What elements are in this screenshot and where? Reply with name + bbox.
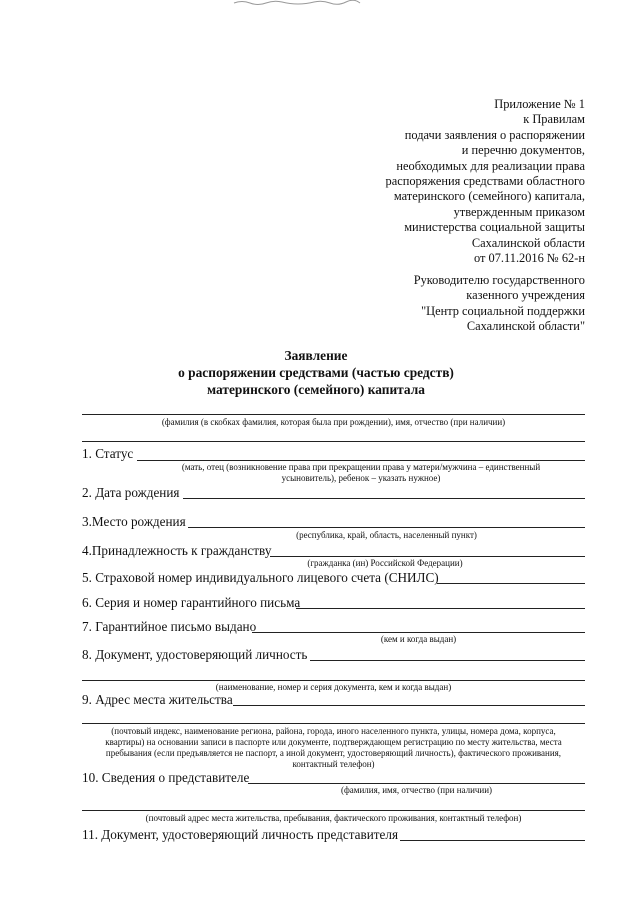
appendix-line: Приложение № 1: [494, 97, 585, 111]
addressee-line: "Центр социальной поддержки: [421, 303, 585, 318]
birth-place-caption: (республика, край, область, населенный пункт): [296, 530, 477, 540]
appendix-line: к Правилам: [523, 112, 585, 127]
fio-field[interactable]: [82, 414, 585, 415]
birth-date-field[interactable]: [183, 498, 585, 499]
id-document-continuation-field[interactable]: [82, 680, 585, 681]
document-subtitle: материнского (семейного) капитала: [207, 382, 425, 397]
status-caption: усыновитель), ребенок – указать нужное): [281, 473, 441, 483]
citizenship-label: 4.Принадлежность к гражданству: [82, 543, 272, 558]
guarantee-number-field[interactable]: [296, 608, 585, 609]
appendix-line: Сахалинской области: [471, 235, 585, 250]
guarantee-issued-field[interactable]: [252, 632, 585, 633]
address-caption: пребывания (если предъявляется не паспорт, а иной документ, удостоверяющий личность), фактического проживания,: [105, 748, 562, 758]
scan-artifact: [232, 0, 362, 6]
id-document-caption: (наименование, номер и серия документа, кем и когда выдан): [215, 682, 452, 692]
document-subtitle: о распоряжении средствами (частью средств): [178, 365, 454, 380]
appendix-line: материнского (семейного) капитала,: [393, 189, 585, 204]
address-continuation-field[interactable]: [82, 723, 585, 724]
addressee-block: [330, 273, 585, 335]
snils-field[interactable]: [437, 583, 585, 584]
document-title: Заявление: [284, 348, 348, 363]
status-caption: (мать, отец (возникновение права при прекращении права у матери/мужчина – единственный: [181, 462, 541, 472]
id-document-field[interactable]: [310, 660, 585, 661]
representative-address-field[interactable]: [82, 810, 585, 811]
addressee-line: Руководителю государственного: [413, 273, 585, 287]
appendix-line: от 07.11.2016 № 62-н: [473, 251, 585, 266]
guarantee-number-label: 6. Серия и номер гарантийного письма: [82, 595, 301, 610]
address-caption: (почтовый индекс, наименование региона, района, города, иного населенного пункта, улицы, номера дома, корпуса,: [111, 726, 556, 736]
address-caption: квартиры) на основании записи в паспорте или документе, подтверждающем регистрацию по месту жительства, места: [105, 737, 562, 747]
birth-place-label: 3.Место рождения: [82, 514, 186, 529]
citizenship-field[interactable]: [270, 556, 585, 557]
address-caption: контактный телефон): [292, 759, 375, 769]
birth-date-label: 2. Дата рождения: [82, 485, 180, 500]
representative-caption: (фамилия, имя, отчество (при наличии): [340, 785, 493, 795]
appendix-line: министерства социальной защиты: [404, 220, 585, 235]
representative-address-caption: (почтовый адрес места жительства, пребывания, фактического проживания, контактный телефон): [145, 813, 522, 823]
appendix-line: подачи заявления о распоряжении: [404, 127, 585, 142]
address-field[interactable]: [233, 705, 585, 706]
addressee-line: казенного учреждения: [466, 288, 585, 303]
representative-field[interactable]: [248, 783, 585, 784]
appendix-line: необходимых для реализации права: [396, 158, 585, 173]
status-field[interactable]: [137, 460, 585, 461]
representative-id-label: 11. Документ, удостоверяющий личность представителя: [82, 827, 399, 842]
citizenship-caption: (гражданка (ин) Российской Федерации): [307, 558, 463, 568]
address-label: 9. Адрес места жительства: [82, 692, 233, 707]
appendix-line: распоряжения средствами областного: [385, 174, 585, 189]
appendix-block: [330, 97, 585, 266]
birth-place-field[interactable]: [188, 527, 585, 528]
appendix-line: утвержденным приказом: [453, 204, 585, 219]
fio-caption: (фамилия (в скобках фамилия, которая была при рождении), имя, отчество (при наличии): [161, 417, 506, 427]
fio-continuation-field[interactable]: [82, 441, 585, 442]
representative-id-field[interactable]: [400, 840, 585, 841]
guarantee-issued-label: 7. Гарантийное письмо выдано: [82, 619, 257, 634]
appendix-line: и перечню документов,: [461, 143, 585, 158]
status-label: 1. Статус: [82, 446, 134, 461]
guarantee-issued-caption: (кем и когда выдан): [380, 634, 457, 644]
representative-label: 10. Сведения о представителе: [82, 770, 250, 785]
addressee-line: Сахалинской области": [466, 319, 585, 334]
id-document-label: 8. Документ, удостоверяющий личность: [82, 647, 308, 662]
snils-label: 5. Страховой номер индивидуального лицевого счета (СНИЛС): [82, 570, 439, 585]
